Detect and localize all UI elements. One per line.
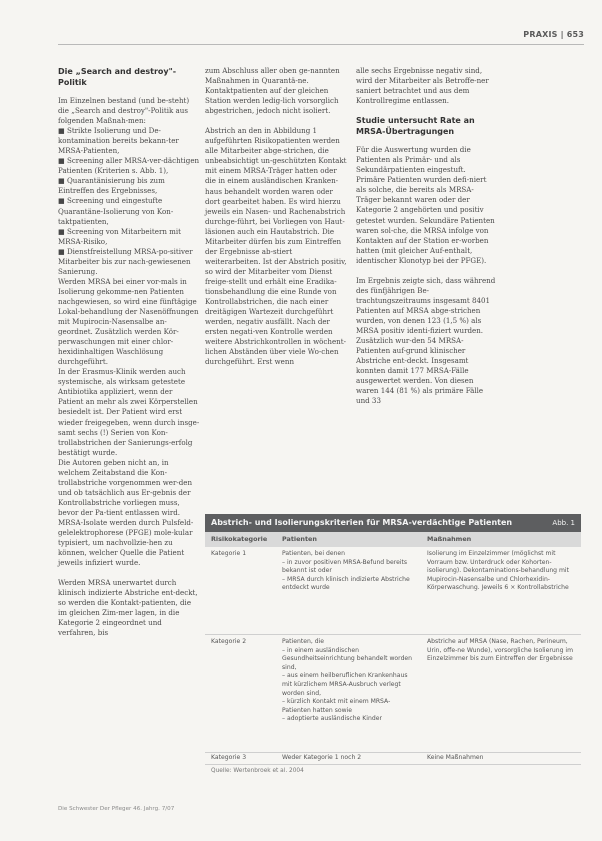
cell-patients: Patienten, bei denen – in zuvor positiven MRSA-Befund bereits bekannt ist oder – MRSA durch klinisch indizierte Abstriche entdeckt wurde [282, 550, 410, 592]
column-3 [356, 66, 496, 406]
column-1 [58, 66, 200, 638]
cell-measures: Isolierung im Einzelzimmer (möglichst mit Vorraum bzw. Unterdruck oder Kohorten-isolierung). Dekontaminations-behandlung mit Mupirocin-Nasensalbe und Chlorhexidin-Körperwaschung. Jeweils 6 × Kontrollabstriche [427, 550, 570, 592]
paragraph: alle sechs Ergebnisse negativ sind, wird der Mitarbeiter als Betroffe-ner saniert betrachtet und aus dem Kontrollregime entlassen. [356, 66, 489, 106]
section-heading-study: Studie untersucht Rate an MRSA-Übertragungen [356, 116, 475, 137]
criteria-table [205, 514, 581, 774]
paragraph: zum Abschluss aller oben ge-nannten Maßnahmen in Quarantä-ne. Kontaktpatienten auf der gleichen Station werden ledig-lich vorsorglich abgestrichen, jedoch nicht isoliert. [205, 66, 340, 116]
cell-category: Kategorie 3 [211, 754, 247, 761]
cell-patients: Weder Kategorie 1 noch 2 [282, 754, 362, 761]
column-2 [205, 66, 347, 367]
paragraph: Für die Auswertung wurden die Patienten als Primär- und als Sekundärpatienten eingestuft. Primäre Patienten wurden defi-niert als solche, die bereits als MRSA-Träger bekannt waren oder der Kategorie 2 angehörten und positiv getestet wurden. Sekundäre Patienten waren sol-che, die MRSA infolge von Kontakten auf der Station er-worben hatten (mit gleicher Auf-enthalt, identischer Klonotyp bei der PFGE). [356, 145, 495, 265]
cell-category: Kategorie 1 [211, 550, 247, 557]
paragraph: Abstrich an den in Abbildung 1 aufgeführten Risikopatienten werden alle Mitarbeiter abge-strichen, die unbeabsichtigt un-geschützten Kontakt mit einem MRSA-Träger hatten oder die in einem ausländischen Kranken-haus behandelt worden waren oder dort gearbeitet haben. Es wird hierzu jeweils ein Nasen- und Rachenabstrich durchge-führt, bei Vorliegen von Haut-läsionen auch ein Hautabstrich. Die Mitarbeiter dürfen bis zum Eintreffen der Ergebnisse ab-stiert weiterarbeiten. Ist der Abstrich positiv, so wird der Mitarbeiter vom Dienst freige-stellt und erhält eine Eradika-tionsbehandlung die eine Runde von Kontrollabstrichen, die nach einer dreitägigen Wartezeit durchgeführt werden, negativ ausfällt. Nach der ersten negati-ven Kontrolle werden weitere Abstrichkontrollen in wöchent-lichen Abständen über viele Wo-chen durchgeführt. Erst wenn [205, 126, 347, 367]
paragraph: In der Erasmus-Klinik werden auch systemische, als wirksam getestete Antibiotika appliziert, wenn der Patient an mehr als zwei Körperstellen besiedelt ist. Der Patient wird erst wieder freigegeben, wenn durch insge-samt sechs (!) Serien von Kon-trollabstrichen der Sanierungs-erfolg bestätigt wurde. [58, 367, 200, 457]
paragraph: Im Ergebnis zeigte sich, dass während des fünfjährigen Be-trachtungszeitraums insgesamt 8401 Patienten auf MRSA abge-strichen wurden, von denen 123 (1,5 %) als MRSA positiv identi-fiziert wurden. Zusätzlich wur-den 54 MRSA-Patienten auf-grund klinischer Abstriche ent-deckt. Insgesamt konnten damit 177 MRSA-Fälle ausgewertet werden. Von diesen waren 144 (81 %) als primäre Fälle und 33 [356, 275, 496, 406]
section-heading-search-destroy: Die „Search and destroy"-Politik [58, 67, 177, 87]
bullet-item: ■ Screening und eingestufte Quarantäne-Isolierung von Kon-taktpatienten, [58, 196, 174, 226]
bullet-item: ■ Dienstfreistellung MRSA-po-sitiver Mitarbeiter bis zur nach-gewiesenen Sanierung. [58, 246, 193, 276]
footer-journal-note: Die Schwester Der Pfleger 46. Jahrg. 7/07 [58, 806, 175, 812]
table-source-note: Quelle: Wertenbroek et al. 2004 [211, 768, 304, 774]
paragraph: Im Einzelnen bestand (und be-steht) die „Search and destroy"-Politik aus folgenden Maßnah-men: [58, 96, 190, 126]
header-patients: Patienten [282, 535, 317, 543]
bullet-item: ■ Quarantänisierung bis zum Eintreffen des Ergebnisses, [58, 176, 165, 196]
header-rule [58, 44, 584, 45]
figure-number: Abb. 1 [552, 519, 575, 527]
bullet-item: ■ Screening von Mitarbeitern mit MRSA-Risiko, [58, 226, 182, 246]
table-row [205, 635, 581, 753]
cell-patients: Patienten, die – in einem ausländischen Gesundheitseinrichtung behandelt worden sind, – aus einem heilberuflichen Krankenhaus mit kürzlichem MRSA-Ausbruch verlegt worden sind, – kürzlich Kontakt mit einem MRSA-Patienten hatten sowie – adoptierte ausländische Kinder [282, 638, 413, 723]
table-row [205, 753, 581, 765]
paragraph: Werden MRSA unerwartet durch klinisch indizierte Abstriche ent-deckt, so werden die Kontakt-patienten, die im gleichen Zim-mer lagen, in die Kategorie 2 eingeordnet und verfahren, bis [58, 578, 198, 638]
section-header: PRAXIS | 653 [523, 30, 584, 39]
cell-measures: Abstriche auf MRSA (Nase, Rachen, Perineum, Urin, offe-ne Wunde), vorsorgliche Isolierung im Einzelzimmer bis zum Eintreffen der Ergebnisse [427, 638, 574, 663]
cell-category: Kategorie 2 [211, 638, 247, 645]
table-header-row [205, 532, 581, 547]
table-row [205, 547, 581, 635]
paragraph: Die Autoren geben nicht an, in welchem Zeitabstand die Kon-trollabstriche vorgenommen wer-den und ob tatsächlich aus Er-gebnis der Kontrollabstriche vorliegen muss, bevor der Pa-tient entlassen wird. MRSA-Isolate werden durch Pulsfeld-gelelektrophorese (PFGE) mole-kular typisiert, um nachvollzie-hen zu können, welcher Quelle die Patient jeweils infiziert wurde. [58, 457, 194, 568]
table-title: Abstrich- und Isolierungskriterien für MRSA-verdächtige Patienten [211, 518, 513, 527]
table-title-bar [205, 514, 581, 532]
bullet-item: ■ Strikte Isolierung und De-kontamination bereits bekann-ter MRSA-Patienten, [58, 126, 179, 156]
header-risk-category: Risikokategorie [211, 535, 268, 543]
paragraph: Werden MRSA bei einer vor-mals in Isolierung gekomme-nen Patienten nachgewiesen, so wird eine fünftägige Lokal-behandlung der Nasenöffnungen mit Mupirocin-Nasensalbe an-geordnet. Zusätzlich werden Kör-perwaschungen mit einer chlor-hexidinhaltigen Waschlösung durchgeführt. [58, 276, 199, 367]
bullet-item: ■ Screening aller MRSA-ver-dächtigen Patienten (Kriterien s. Abb. 1), [58, 156, 200, 176]
header-measures: Maßnahmen [427, 535, 472, 543]
cell-measures: Keine Maßnahmen [427, 754, 484, 761]
